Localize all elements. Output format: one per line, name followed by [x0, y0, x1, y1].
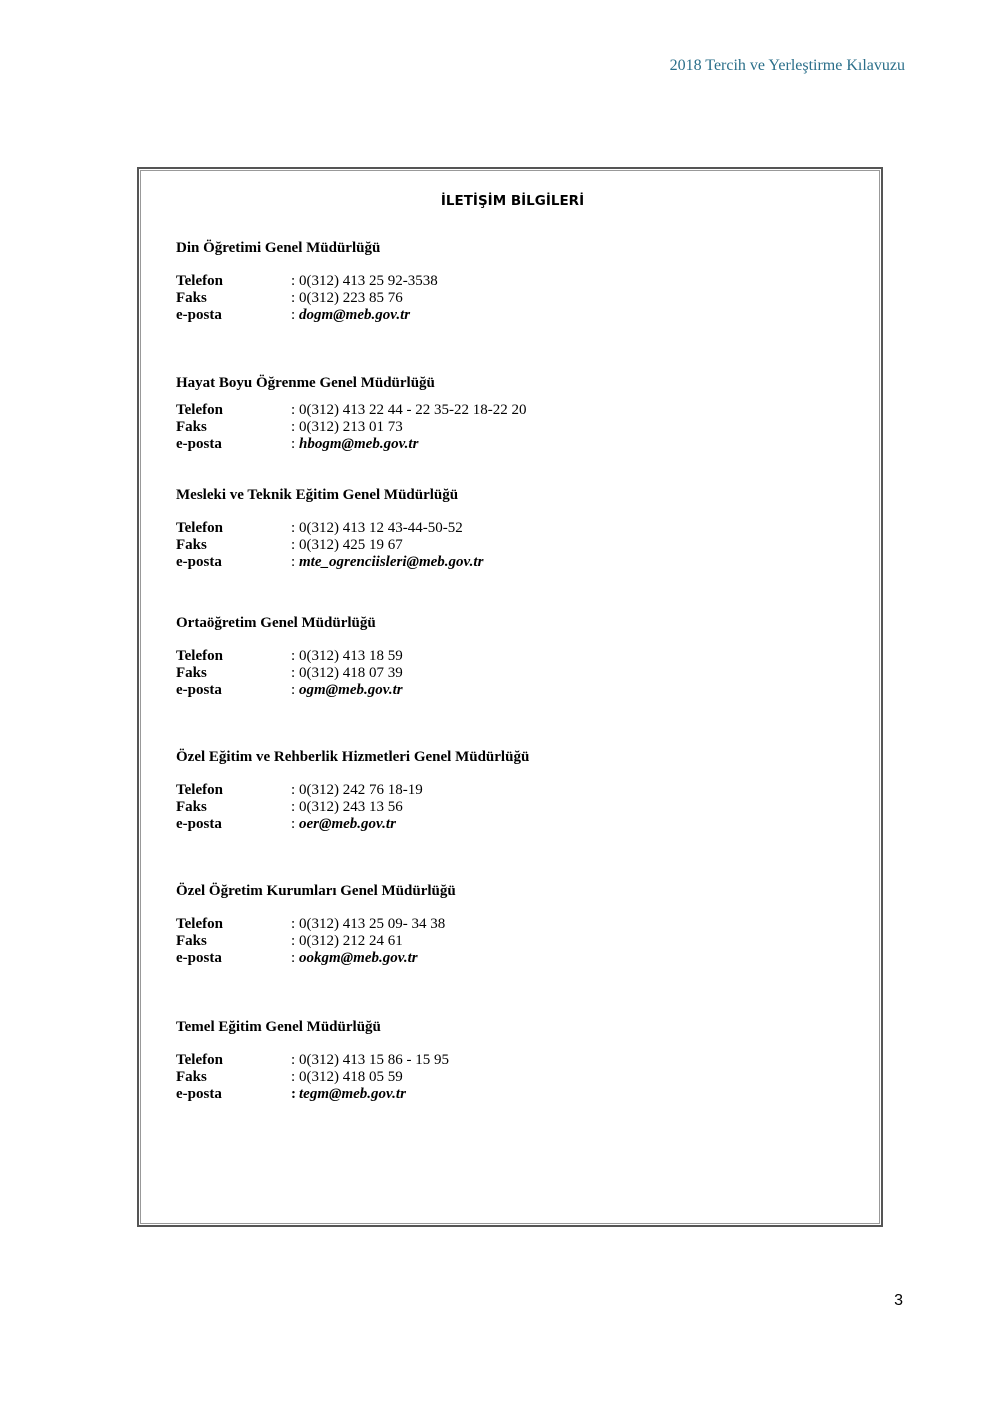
email-link[interactable]: oer@meb.gov.tr	[299, 816, 396, 832]
contact-section	[176, 486, 876, 571]
fax-value: 0(312) 418 05 59	[299, 1069, 403, 1085]
fax-value: 0(312) 418 07 39	[299, 665, 403, 681]
contact-section	[176, 1018, 876, 1103]
fax-row: Faks : 0(312) 243 13 56	[176, 799, 403, 815]
email-row: e-posta : ogm@meb.gov.tr	[176, 682, 403, 698]
phone-row: Telefon : 0(312) 413 12 43-44-50-52	[176, 520, 463, 536]
section-title: Ortaöğretim Genel Müdürlüğü	[176, 615, 376, 631]
phone-value: 0(312) 413 18 59	[299, 648, 403, 664]
contact-box-title: İLETİŞİM BİLGİLERİ	[440, 193, 585, 209]
section-title: Din Öğretimi Genel Müdürlüğü	[176, 240, 381, 256]
fax-row: Faks : 0(312) 223 85 76	[176, 290, 403, 306]
section-title: Özel Eğitim ve Rehberlik Hizmetleri Genel Müdürlüğü	[176, 749, 530, 765]
phone-value: 0(312) 413 22 44 - 22 35-22 18-22 20	[299, 402, 527, 418]
phone-value: 0(312) 413 15 86 - 15 95	[299, 1052, 449, 1068]
fax-value: 0(312) 223 85 76	[299, 290, 403, 306]
phone-row: Telefon : 0(312) 413 15 86 - 15 95	[176, 1052, 449, 1068]
fax-value: 0(312) 425 19 67	[299, 537, 403, 553]
contact-section	[176, 748, 876, 833]
fax-value: 0(312) 243 13 56	[299, 799, 403, 815]
phone-row: Telefon : 0(312) 242 76 18-19	[176, 782, 423, 798]
email-link[interactable]: tegm@meb.gov.tr	[299, 1086, 406, 1102]
fax-row: Faks : 0(312) 418 05 59	[176, 1069, 403, 1085]
fax-row: Faks : 0(312) 212 24 61	[176, 933, 403, 949]
email-link[interactable]: mte_ogrenciisleri@meb.gov.tr	[299, 554, 484, 570]
phone-row: Telefon : 0(312) 413 25 09- 34 38	[176, 916, 446, 932]
email-row: e-posta : mte_ogrenciisleri@meb.gov.tr	[176, 554, 484, 570]
contact-section	[176, 374, 876, 453]
phone-value: 0(312) 413 12 43-44-50-52	[299, 520, 463, 536]
phone-value: 0(312) 413 25 92-3538	[299, 273, 438, 289]
contact-section	[176, 882, 876, 967]
email-link[interactable]: dogm@meb.gov.tr	[299, 307, 411, 323]
email-row: e-posta : ookgm@meb.gov.tr	[176, 950, 418, 966]
phone-value: 0(312) 242 76 18-19	[299, 782, 423, 798]
fax-value: 0(312) 212 24 61	[299, 933, 403, 949]
contact-section	[176, 239, 876, 324]
fax-row: Faks : 0(312) 425 19 67	[176, 537, 403, 553]
email-link[interactable]: ogm@meb.gov.tr	[299, 682, 403, 698]
fax-row: Faks : 0(312) 213 01 73	[176, 419, 403, 435]
fax-value: 0(312) 213 01 73	[299, 419, 403, 435]
email-link[interactable]: hbogm@meb.gov.tr	[299, 436, 419, 452]
email-link[interactable]: ookgm@meb.gov.tr	[299, 950, 418, 966]
phone-row: Telefon : 0(312) 413 22 44 - 22 35-22 18-22 20	[176, 402, 527, 418]
phone-row: Telefon : 0(312) 413 25 92-3538	[176, 273, 438, 289]
page-number: 3	[894, 1292, 903, 1309]
section-title: Hayat Boyu Öğrenme Genel Müdürlüğü	[176, 375, 435, 391]
email-row: e-posta : tegm@meb.gov.tr	[176, 1086, 406, 1102]
email-row: e-posta : hbogm@meb.gov.tr	[176, 436, 419, 452]
section-title: Temel Eğitim Genel Müdürlüğü	[176, 1019, 381, 1035]
contact-section	[176, 614, 876, 699]
section-title: Mesleki ve Teknik Eğitim Genel Müdürlüğü	[176, 487, 459, 503]
phone-value: 0(312) 413 25 09- 34 38	[299, 916, 446, 932]
phone-row: Telefon : 0(312) 413 18 59	[176, 648, 403, 664]
section-title: Özel Öğretim Kurumları Genel Müdürlüğü	[176, 883, 456, 899]
email-row: e-posta : oer@meb.gov.tr	[176, 816, 396, 832]
fax-row: Faks : 0(312) 418 07 39	[176, 665, 403, 681]
email-row: e-posta : dogm@meb.gov.tr	[176, 307, 411, 323]
running-header: 2018 Tercih ve Yerleştirme Kılavuzu	[669, 57, 905, 74]
